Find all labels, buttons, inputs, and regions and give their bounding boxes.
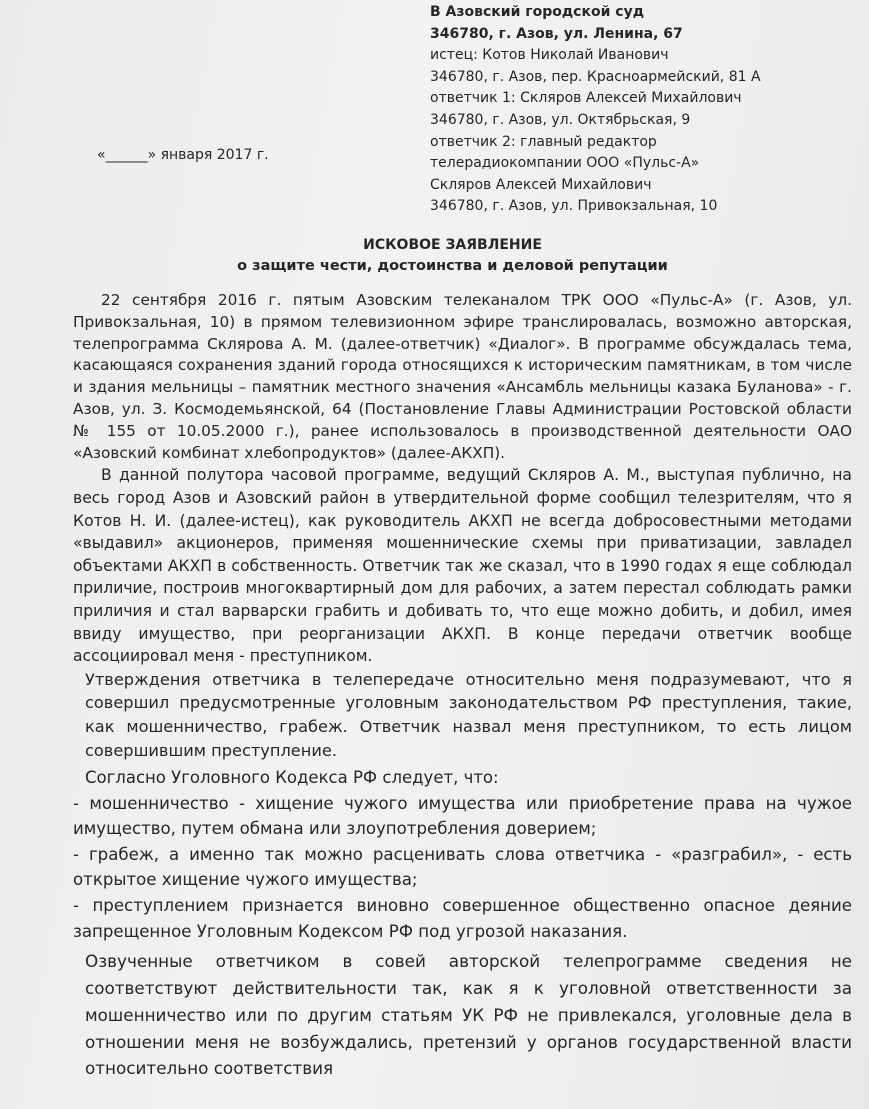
addressee-block (430, 2, 860, 218)
defendant2-name: Скляров Алексей Михайлович (430, 176, 652, 193)
defendant1-name: ответчик 1: Скляров Алексей Михайлович (430, 90, 742, 107)
paragraph-criminal-code-lead: Согласно Уголовного Кодекса РФ следует, что: (85, 768, 499, 788)
defendant2-company: телерадиокомпании ООО «Пульс-А» (430, 155, 700, 172)
list-item-crime: - преступлением признается виновно совершенное общественно опасное деяние запрещенное Уголовным Кодексом РФ под угрозой наказания. (73, 896, 852, 941)
paragraph-statements: В данной полутора часовой программе, ведущий Скляров А. М., выступая публично, на весь город Азов и Азовский район в утвердительной форме сообщил телезрителям, что я Котов Н. И. (далее-истец), как руководитель АКХП не всегда добросовестными методами «выдавил» акционеров, применяя мошеннические схемы при приватизации, завладел объектами АКХП в собственность. Ответчик так же сказал, что в 1990 годах я еще соблюдал приличие, построив многоквартирный дом для рабочих, а затем перестал соблюдать рамки приличия и стал варварски грабить и добивать то, что еще можно добить, и добил, имея ввиду имущество, при реорганизации АКХП. В конце передачи ответчик вообще ассоциировал меня - преступником. (73, 466, 852, 666)
document-body (73, 290, 852, 1082)
document-subtitle: о защите чести, достоинства и деловой репутации (237, 258, 668, 274)
paragraph-allegations: Утверждения ответчика в телепередаче относительно меня подразумевают, что я совершил предусмотренные уголовным законодательством РФ преступления, такие, как мошенничество, грабеж. Ответчик назвал меня преступником, то есть лицом совершившим преступление. (85, 669, 852, 760)
document-date: «______» января 2017 г. (97, 147, 269, 163)
list-item-fraud: - мошенничество - хищение чужого имущества или приобретение права на чужое имущество, путем обмана или злоупотребления доверием; (73, 793, 852, 839)
plaintiff-name: истец: Котов Николай Иванович (430, 47, 669, 64)
paragraph-broadcast: 22 сентября 2016 г. пятым Азовским телеканалом ТРК ООО «Пульс-А» (г. Азов, ул. Привокзальная, 10) в прямом телевизионном эфире транслировалась, возможно авторская, телепрограмма Склярова А. М. (далее-ответчик) «Диалог». В программе обсуждалась тема, касающаяся сохранения зданий города относящихся к историческим памятникам, в том числе и здания мельницы – памятник местного значения «Ансамбль мельницы казака Буланова» - г. Азов, ул. З. Космодемьянской, 64 (Постановление Главы Администрации Ростовской области № 155 от 10.05.2000 г.), ранее использовалось в производственной деятельности ОАО «Азовский комбинат хлебопродуктов» (далее-АКХП). (73, 291, 852, 462)
paragraph-not-true: Озвученные ответчиком в совей авторской телепрограмме сведения не соответствуют действительности так, как я к уголовной ответственности за мошенничество или по другим статьям УК РФ не привлекался, уголовные дела в отношении меня не возбуждались, претензий у органов государственной власти относительно соответствия (85, 951, 852, 1079)
list-item-robbery: - грабеж, а именно так можно расценивать слова ответчика - «разграбил», - есть открытое хищение чужого имущества; (73, 844, 852, 890)
document-title: ИСКОВОЕ ЗАЯВЛЕНИЕ (363, 237, 542, 253)
defendant1-address: 346780, г. Азов, ул. Октябрьская, 9 (430, 111, 691, 128)
court-address: 346780, г. Азов, ул. Ленина, 67 (430, 25, 683, 42)
defendant2-address: 346780, г. Азов, ул. Привокзальная, 10 (430, 198, 718, 215)
court-name: В Азовский городской суд (430, 4, 644, 20)
plaintiff-address: 346780, г. Азов, пер. Красноармейский, 81 А (430, 68, 761, 85)
defendant2-title: ответчик 2: главный редактор (430, 133, 657, 150)
